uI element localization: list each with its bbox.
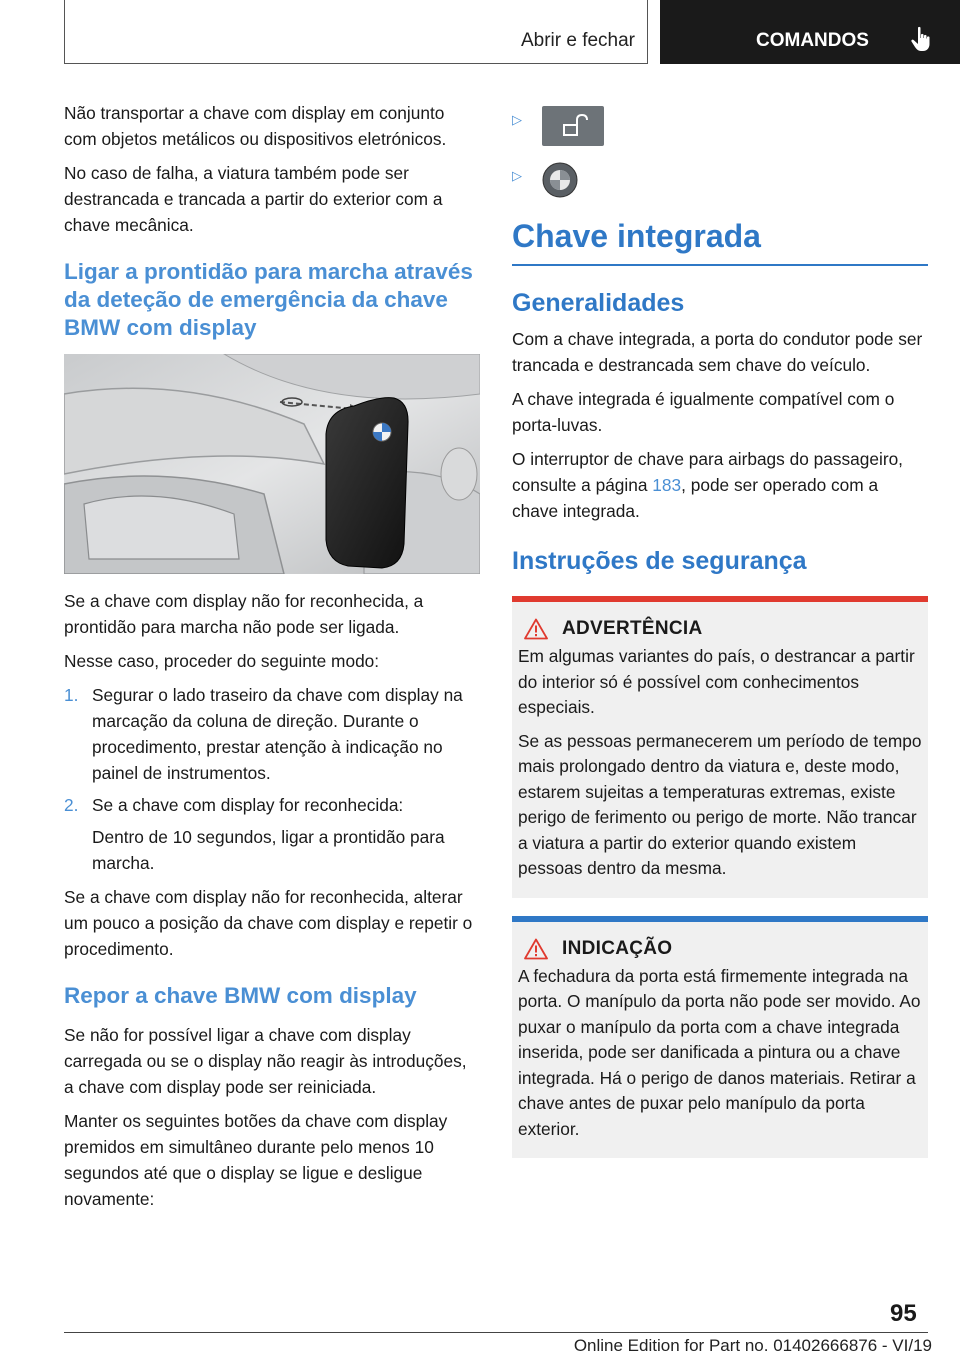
paragraph-proceed: Nesse caso, proceder do seguinte modo: — [64, 651, 380, 671]
step-number: 2. — [64, 795, 79, 815]
heading-emergency-detection: Ligar a prontidão para marcha através da deteção de emergência da chave BMW com display — [64, 259, 473, 340]
list-item — [64, 792, 480, 818]
paragraph-reset-condition: Se não for possível ligar a chave com display carregada ou se o display não reagir às introduções, a chave com display pode ser reiniciada. — [64, 1025, 467, 1097]
right-column — [512, 106, 928, 1176]
warning-paragraph: Se as pessoas permanecerem um período de tempo mais prolongado dentro da viatura e, deste modo, estarem sujeitas a temperaturas extremas, existe perigo de ferimento ou perigo de morte. Não trancar a viatura a partir do exterior quando existem pessoas dentro da mesma. — [518, 730, 922, 878]
key-steering-column-photo — [64, 354, 480, 574]
paragraph-mechanical-key: No caso de falha, a viatura também pode ser destrancada e trancada a partir do exterior com a chave mecânica. — [64, 163, 443, 235]
step-text: Se a chave com display for reconhecida: — [92, 795, 404, 815]
paragraph-airbag-switch: O interruptor de chave para airbags do passageiro, consulte a página 183, pode ser operado com a chave integrada. — [512, 449, 903, 521]
step-2-detail: Dentro de 10 segundos, ligar a prontidão para marcha. — [92, 827, 445, 873]
warning-paragraph: Em algumas variantes do país, o destrancar a partir do interior só é possível com conhecimentos especiais. — [518, 646, 915, 717]
heading-safety: Instruções de segurança — [512, 547, 807, 575]
step-text: Segurar o lado traseiro da chave com display na marcação da coluna de direção. Durante o procedimento, prestar atenção à indicação no painel de instrumentos. — [92, 685, 463, 783]
warning-triangle-icon — [524, 618, 548, 640]
chapter-title: COMANDOS — [756, 30, 869, 51]
paragraph-hold-buttons: Manter os seguintes botões da chave com display premidos em simultâneo durante pelo menos 10 segundos até que o display se ligue e desligue novamente: — [64, 1111, 448, 1209]
notice-paragraph: A fechadura da porta está firmemente integrada na porta. O manípulo da porta não pode ser movido. Ao puxar o manípulo da porta com a chave integrada inserida, pode ser danificada a pintura ou a chave integrada. Há o perigo de danos materiais. Retirar a chave antes de puxar pelo manípulo da porta exterior. — [518, 965, 921, 1139]
button-item-unlock — [512, 106, 928, 150]
paragraph-driver-door: Com a chave integrada, a porta do condutor pode ser trancada e destrancada sem chave do veículo. — [512, 329, 923, 375]
footer-edition: Online Edition for Part no. 01402666876 - VI/19 — [573, 1336, 932, 1355]
paragraph-not-recognized: Se a chave com display não for reconhecida, a prontidão para marcha não pode ser ligada. — [64, 591, 424, 637]
heading-integrated-key: Chave integrada — [512, 218, 761, 254]
footer-divider — [64, 1332, 928, 1333]
procedure-steps — [64, 682, 480, 818]
step-number: 1. — [64, 685, 79, 705]
paragraph-reposition: Se a chave com display não for reconhecida, alterar um pouco a posição da chave com display e repetir o procedimento. — [64, 887, 473, 959]
page-number: 95 — [890, 1300, 917, 1327]
notice-box — [512, 916, 928, 1159]
paragraph-glovebox: A chave integrada é igualmente compatível com o porta-luvas. — [512, 389, 895, 435]
section-title: Abrir e fechar — [520, 30, 635, 51]
paragraph-metal-objects: Não transportar a chave com display em conjunto com objetos metálicos ou dispositivos eletrónicos. — [64, 103, 447, 149]
page-reference-link[interactable]: 183 — [652, 475, 682, 495]
heading-reset-key: Repor a chave BMW com display — [64, 983, 417, 1008]
notice-title: INDICAÇÃO — [562, 937, 673, 959]
bullet-triangle-icon: ▷ — [512, 168, 522, 183]
notice-triangle-icon — [524, 938, 548, 960]
bullet-triangle-icon: ▷ — [512, 112, 522, 127]
header-chapter-tab — [660, 0, 960, 64]
warning-box — [512, 596, 928, 898]
button-item-bmw — [512, 158, 928, 202]
heading-general: Generalidades — [512, 289, 685, 317]
warning-title: ADVERTÊNCIA — [562, 618, 703, 639]
unlock-button-icon — [542, 106, 604, 146]
header-section-title — [64, 0, 648, 64]
left-column — [64, 100, 480, 1220]
bmw-logo-button-icon — [542, 162, 578, 198]
hand-pointer-icon — [910, 26, 932, 52]
list-item — [64, 682, 480, 786]
